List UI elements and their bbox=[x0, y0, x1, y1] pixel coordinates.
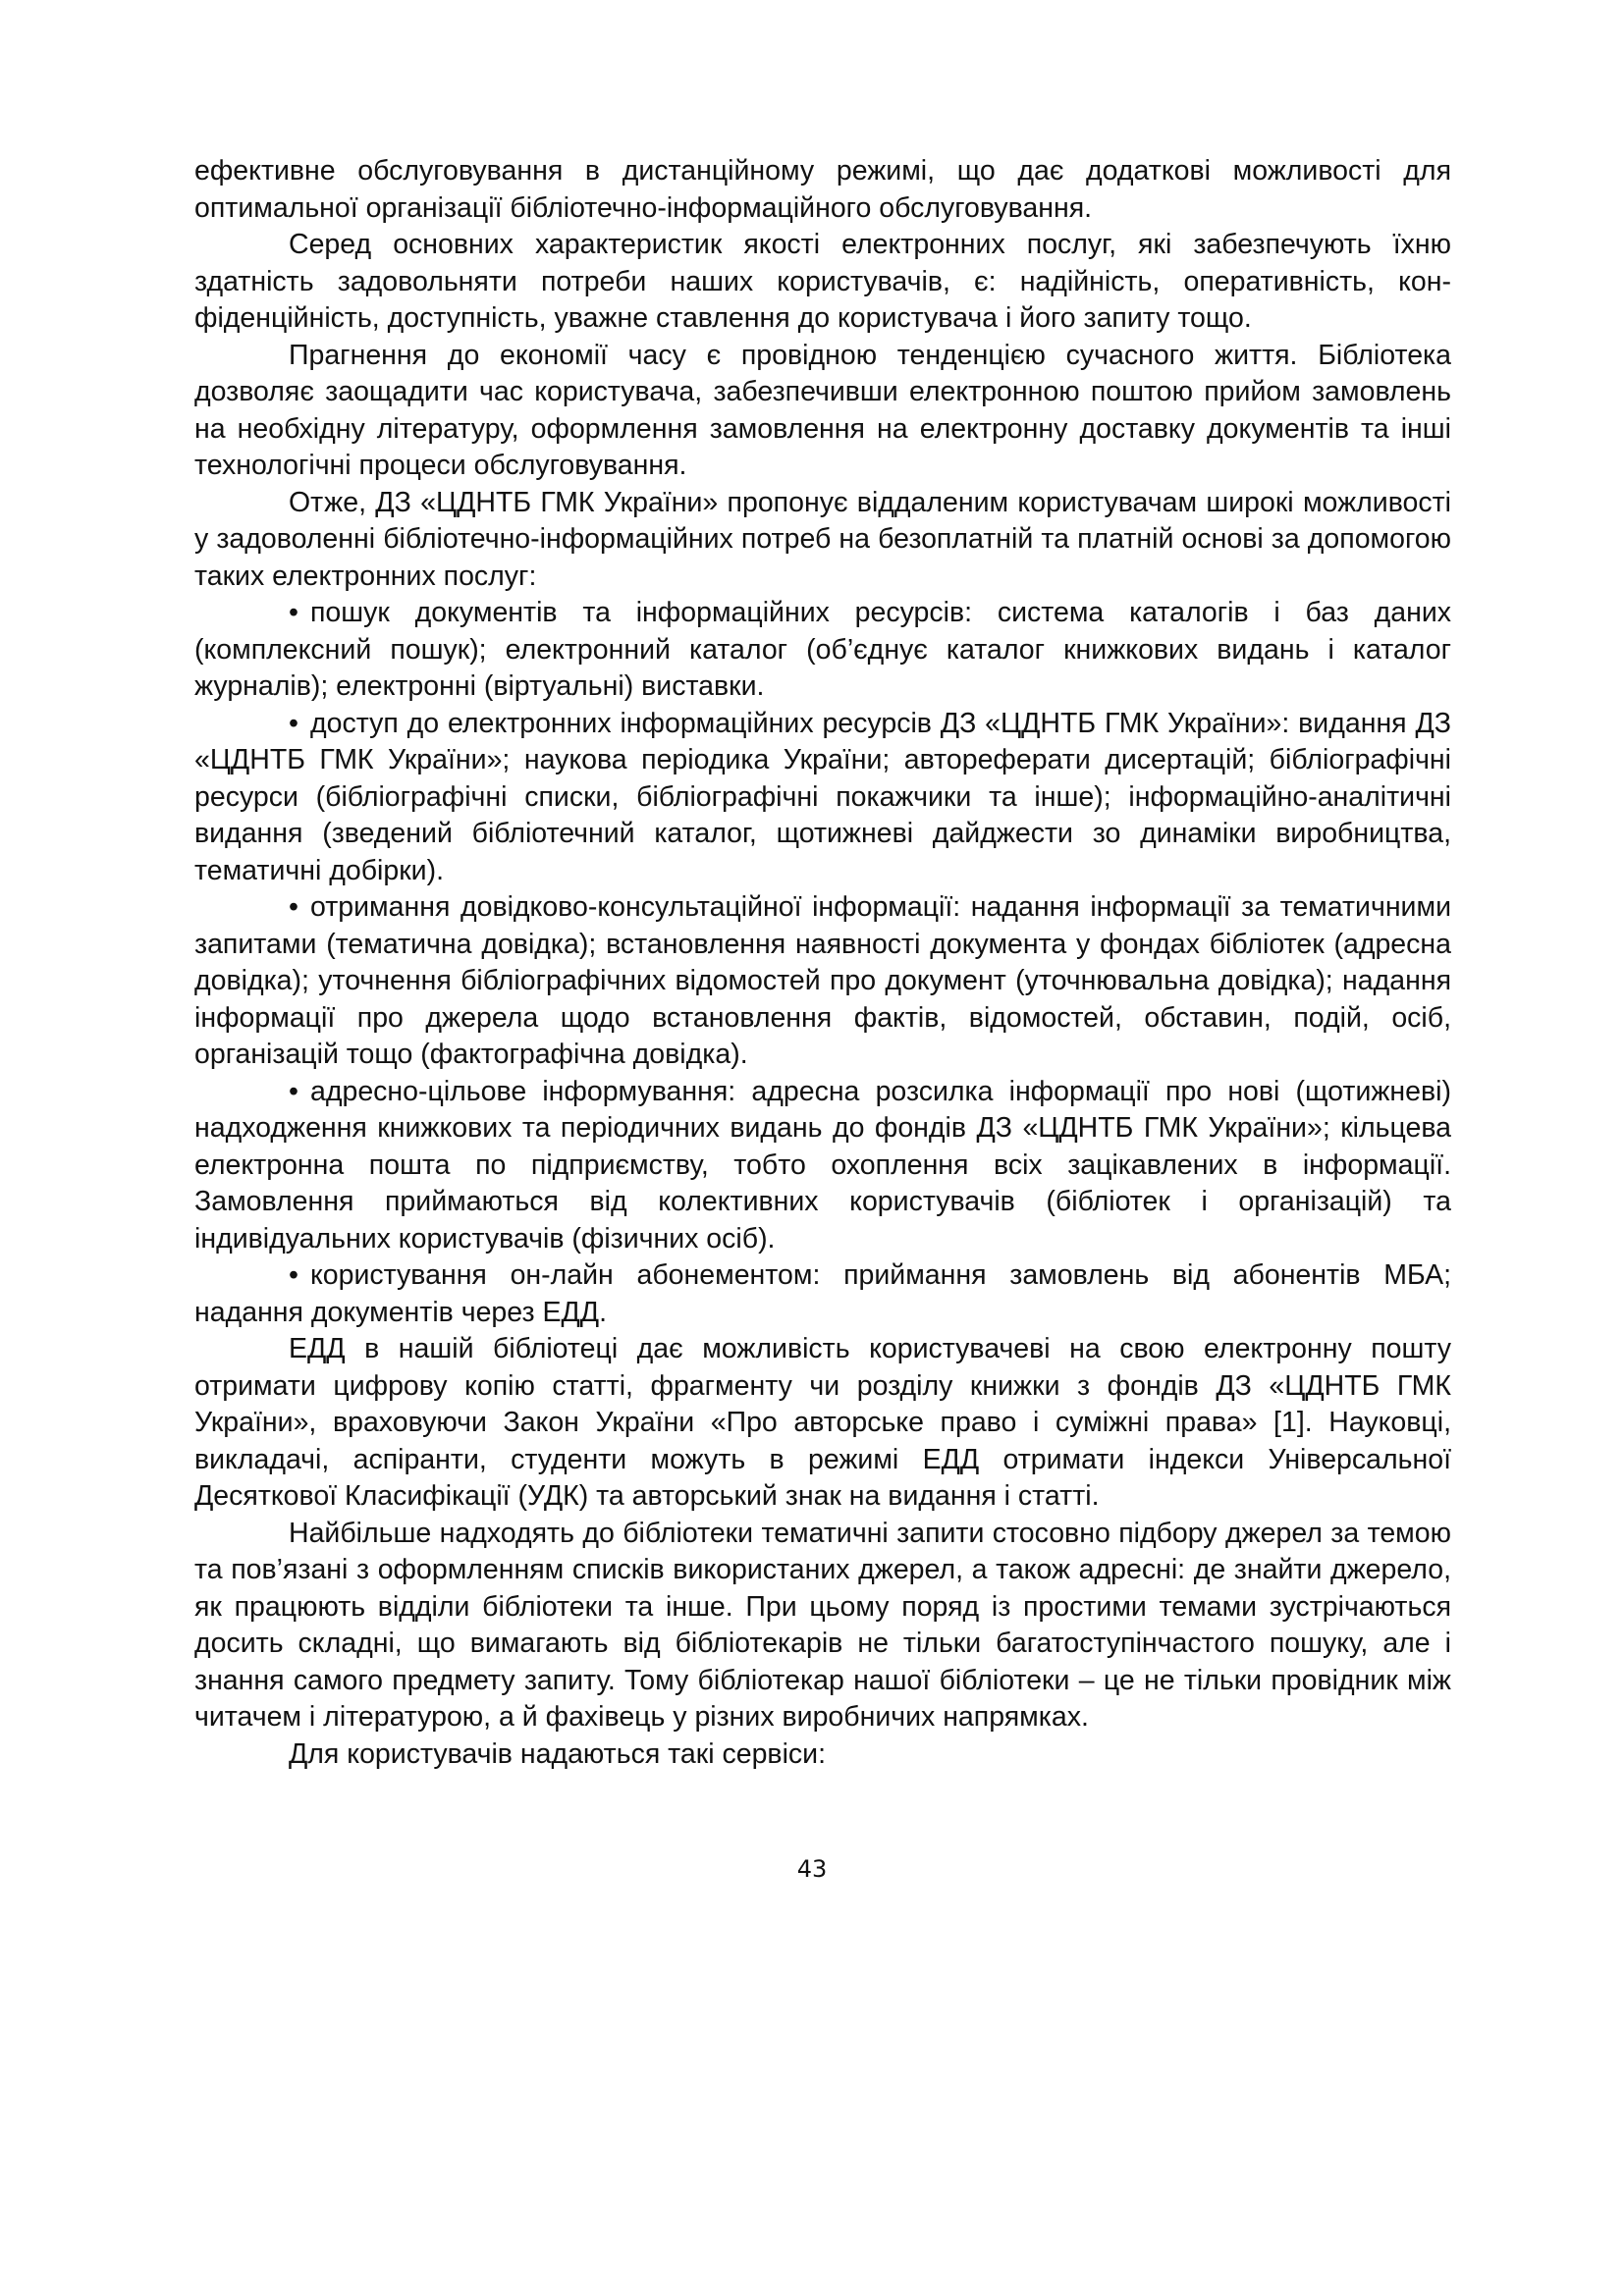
list-item-reference bbox=[194, 889, 1451, 1074]
list-item-text: пошук документів та інформаційних ресурсів: система каталогів і баз даних (комплексний пошук); електронний каталог (об’єднує каталог книжкових видань і каталог журналів); електронні (віртуальні) виставки. bbox=[194, 597, 1451, 702]
list-item-search bbox=[194, 595, 1451, 706]
paragraph-continuation: ефективне обслуговування в дистанційному режимі, що дає додаткові можливості для оптимальної організації бібліотечно-інформаційного обслуговування. bbox=[194, 155, 1451, 224]
paragraph-services-list-intro: Для користувачів надаються такі сервіси: bbox=[289, 1737, 826, 1770]
list-item-text: користування он-лайн абонементом: приймання замовлень від абонентів МБА; надання документів через ЕДД. bbox=[194, 1259, 1451, 1328]
page-body bbox=[194, 153, 1451, 1773]
paragraph-time-economy: Прагнення до економії часу є провідною тенденцією сучасного життя. Бібліотека дозволяє заощадити час користувача, забезпечивши електронною поштою прийом замовлень на необхідну літературу, оформлення замовлення на електронну доставку документів та інші технологічні процеси обслуговування. bbox=[194, 339, 1451, 481]
list-item-text: адресно-цільове інформування: адресна розсилка інформації про нові (щотижневі) надходження книжкових та періодичних видань до фондів ДЗ «ЦДНТБ ГМК України»; кільцева електронна пошта по підприємству, тобто охоплення всіх зацікавлених в інформації. Замовлення приймаються від колективних користувачів (бібліотек і організацій) та індивідуальних користувачів (фізичних осіб). bbox=[194, 1075, 1451, 1255]
list-item-targeted-info bbox=[194, 1074, 1451, 1258]
paragraph-services-intro: Отже, ДЗ «ЦДНТБ ГМК України» пропонує віддаленим користувачам широкі можливості у задоволенні бібліотечно-інформаційних потреб на безоплатній та платній основі за допомогою таких електронних послуг: bbox=[194, 486, 1451, 592]
bullet-icon: • bbox=[289, 597, 298, 628]
bullet-icon: • bbox=[289, 891, 298, 923]
paragraph-edd: ЕДД в нашій бібліотеці дає можливість користувачеві на свою електронну пошту отримати цифрову копію статті, фрагменту чи розділу книжки з фондів ДЗ «ЦДНТБ ГМК України», враховуючи Закон України «Про авторське право і суміжні права» [1]. Науковці, викладачі, аспіранти, студенти можуть в режимі ЕДД отримати індекси Універсальної Десяткової Класифікації (УДК) та авторський знак на видання і статті. bbox=[194, 1333, 1451, 1512]
bullet-icon: • bbox=[289, 1259, 298, 1291]
list-item-access bbox=[194, 706, 1451, 890]
list-item-online-subscription bbox=[194, 1257, 1451, 1331]
bullet-icon: • bbox=[289, 707, 298, 739]
list-item-text: отримання довідково-консультаційної інформації: надання інформації за тематичними запитами (тематична довідка); встановлення наявності документа у фондах бібліотек (адресна довідка); уточнення бібліографічних відомостей про документ (уточнювальна довідка); надання інформації про джерела щодо встановлення фактів, відомостей, обставин, подій, осіб, організацій тощо (фактографічна довідка). bbox=[194, 891, 1451, 1070]
page-number: 43 bbox=[796, 1855, 828, 1883]
list-item-text: доступ до електронних інформаційних ресурсів ДЗ «ЦДНТБ ГМК України»: видання ДЗ «ЦДНТБ ГМК України»; наукова періодика України; автореферати дисертацій; бібліографічні ресурси (бібліографічні списки, бібліографічні покажчики та інше); інформаційно-аналітичні видання (зведений бібліотечний каталог, щотижневі дайджести зо динаміки виробництва, тематичні добірки). bbox=[194, 707, 1451, 886]
paragraph-quality-characteristics: Серед основних характеристик якості електронних послуг, які забезпечують їхню здатність задовольняти потреби наших користувачів, є: надійність, оперативність, конфіденційність, доступність, уважне ставлення до користувача і його запиту тощо. bbox=[194, 229, 1451, 334]
bullet-icon: • bbox=[289, 1075, 298, 1107]
paragraph-thematic-requests: Найбільше надходять до бібліотеки тематичні запити стосовно підбору джерел за темою та пов’язані з оформленням списків використаних джерел, а також адресні: де знайти джерело, як працюють відділи бібліотеки та інше. При цьому поряд із простими темами зустрічаються досить складні, що вимагають від бібліотекарів не тільки багатоступінчастого пошуку, але і знання самого предмету запиту. Тому бібліотекар нашої бібліотеки – це не тільки провідник між читачем і літературою, а й фахівець у різних виробничих напрямках. bbox=[194, 1517, 1451, 1733]
